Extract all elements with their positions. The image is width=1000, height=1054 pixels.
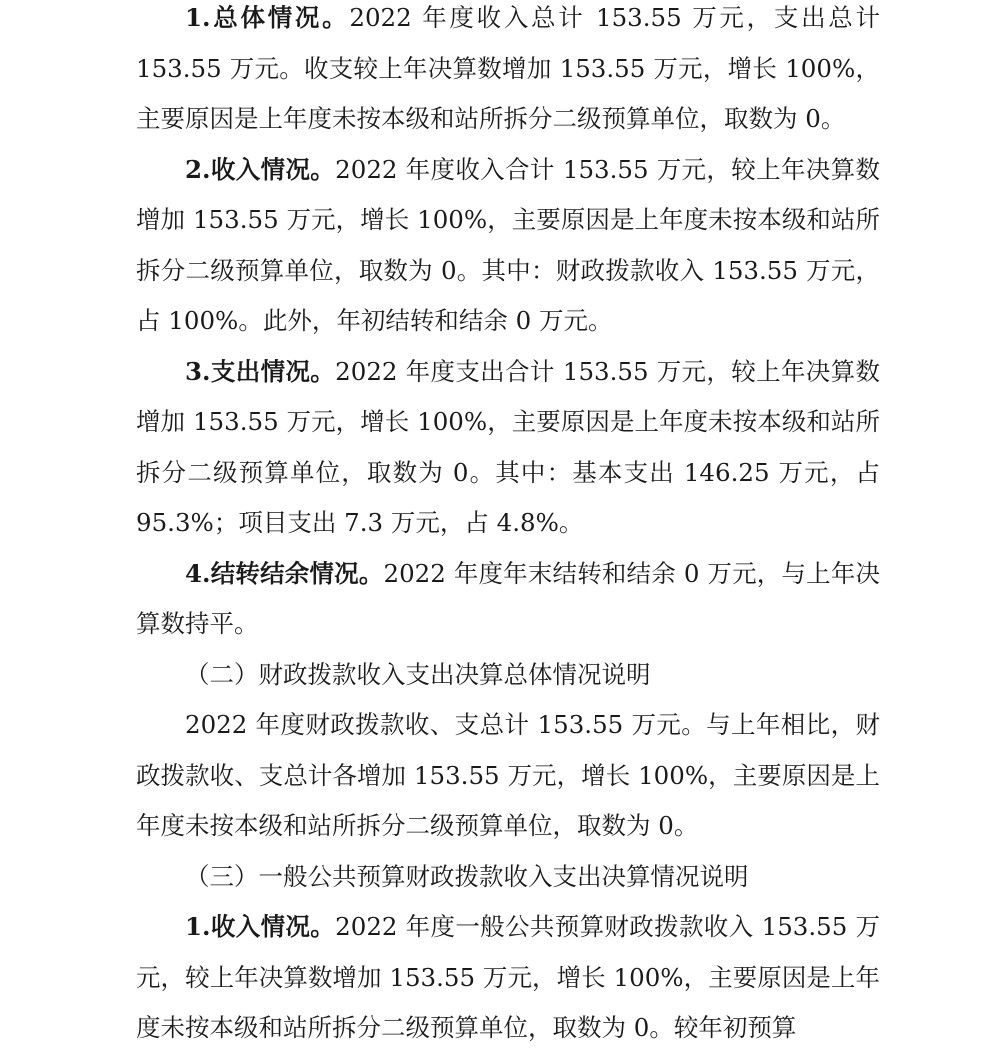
paragraph-overall-situation [136, 0, 880, 145]
paragraph-fiscal-appropriation-overall: 2022 年度财政拨款收、支总计 153.55 万元。与上年相比，财政拨款收、支总计各增加 153.55 万元，增长 100%，主要原因是上年度未按本级和站所拆分二级预算单位，取数为 0。 [136, 710, 880, 840]
paragraph-expenditure-situation [136, 347, 880, 549]
paragraph-body: 2022 年度年末结转和结余 0 万元，与上年决算数持平。 [136, 558, 880, 638]
paragraph-body: 2022 年度收入合计 153.55 万元，较上年决算数增加 153.55 万元，增长 100%，主要原因是上年度未按本级和站所拆分二级预算单位，取数为 0。其中：财政拨款收入 153.55 万元，占 100%。此外，年初结转和结余 0 万元。 [136, 154, 880, 335]
section-heading-fiscal-appropriation: （二）财政拨款收入支出决算总体情况说明 [185, 659, 651, 689]
paragraph-body: 2022 年度一般公共预算财政拨款收入 153.55 万元，较上年决算数增加 153.55 万元，增长 100%，主要原因是上年度未按本级和站所拆分二级预算单位，取数为 0。较年初预算 [136, 912, 880, 1042]
paragraph-body: 2022 年度支出合计 153.55 万元，较上年决算数增加 153.55 万元，增长 100%，主要原因是上年度未按本级和站所拆分二级预算单位，取数为 0。其中：基本支出 146.25 万元，占 95.3%；项目支出 7.3 万元，占 4.8%。 [136, 356, 880, 537]
document-page [136, 0, 880, 1054]
paragraph-body: 2022 年度收入总计 153.55 万元，支出总计 153.55 万元。收支较上年决算数增加 153.55 万元，增长 100%，主要原因是上年度未按本级和站所拆分二级预算单位，取数为 0。 [136, 3, 880, 133]
paragraph-heading: 1.收入情况。 [185, 912, 336, 941]
paragraph-heading: 3.支出情况。 [185, 356, 336, 386]
paragraph-heading: 1.总体情况。 [185, 3, 350, 32]
paragraph-general-budget-income [136, 902, 880, 1054]
section-heading-general-public-budget: （三）一般公共预算财政拨款收入支出决算情况说明 [185, 861, 749, 891]
paragraph-income-situation [136, 145, 880, 347]
paragraph-heading: 4.结转结余情况。 [185, 558, 384, 588]
paragraph-carryover-balance [136, 549, 880, 650]
paragraph-heading: 2.收入情况。 [185, 154, 336, 184]
